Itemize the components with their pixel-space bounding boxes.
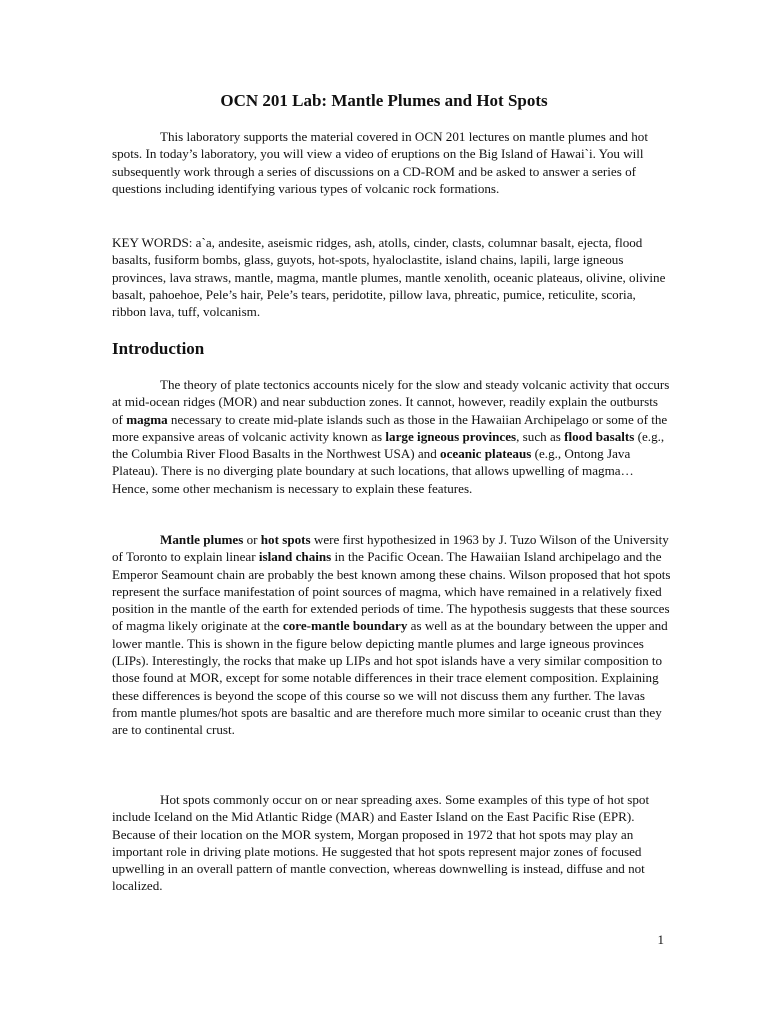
bold-term: island chains <box>258 549 332 565</box>
bold-term: core-mantle boundary <box>282 618 408 634</box>
paragraph-text: were first hypothesized in 1963 by J. Tuzo Wilson of the University of Toronto to explain linear <box>112 532 669 565</box>
bold-term: magma <box>126 411 168 427</box>
bold-term: oceanic plateaus <box>440 446 532 462</box>
bold-term: large igneous provinces <box>385 428 517 444</box>
paragraph-text: necessary to create mid-plate islands such as those in the Hawaiian Archipelago or some of the more expansive areas of volcanic activity known as <box>112 411 668 444</box>
hot-spots-paragraph <box>112 791 672 895</box>
paragraph-text: Hot spots commonly occur on or near spreading axes. Some examples of this type of hot spot include Iceland on the Mid Atlantic Ridge (MAR) and Easter Island on the East Pacific Rise (EPR). Because of their location on the MOR system, Morgan proposed in 1972 that hot spots may play an important role in driving plate motions. He suggested that hot spots represent major zones of focused upwelling in an overall pattern of mantle convection, whereas downwelling is instead, diffuse and not localized. <box>112 792 650 894</box>
paragraph-text: or <box>243 532 261 547</box>
paragraph-text: as well as at the boundary between the upper and lower mantle. This is shown in the figure below depicting mantle plumes and large igneous provinces (LIPs). Interestingly, the rocks that make up LIPs and hot spot islands have a very similar composition to those found at MOR, except for some notable differences in their trace element composition. Explaining these differences is beyond the scope of this course so we will not discuss them any further. The lavas from mantle plumes/hot spots are basaltic and are therefore much more similar to oceanic crust than they are to continental crust. <box>112 618 668 738</box>
mantle-plumes-paragraph <box>112 531 672 739</box>
section-heading-introduction: Introduction <box>112 339 205 358</box>
plate-tectonics-paragraph <box>112 376 672 497</box>
paragraph-text: (e.g., the Columbia River Flood Basalts in the Northwest USA) and <box>112 428 665 462</box>
paragraph-text: in the Pacific Ocean. The Hawaiian Island archipelago and the Emperor Seamount chain are probably the best known among these chains. Wilson proposed that hot spots represent the surface manifestation of point sources of magma, which have remained in a relatively fixed position in the mantle of the earth for extended periods of time. The hypothesis suggests that these sources of magma likely originate at the <box>112 549 671 634</box>
keywords-paragraph: KEY WORDS: a`a, andesite, aseismic ridges, ash, atolls, cinder, clasts, columnar basalt, ejecta, flood basalts, fusiform bombs, glass, guyots, hot-spots, hyaloclastite, island chains, lapili, large igneous provinces, lava straws, mantle, magma, mantle plumes, mantle xenolith, oceanic plateaus, olivine, olivine basalt, pahoehoe, Pele’s hair, Pele’s tears, peridotite, pillow lava, phreatic, pumice, reticulite, scoria, ribbon lava, tuff, volcanism. <box>112 235 666 320</box>
paragraph-text: This laboratory supports the material covered in OCN 201 lectures on mantle plumes and hot spots. In today’s laboratory, you will view a video of eruptions on the Big Island of Hawai`i. You will subsequently work through a series of discussions on a CD-ROM and be asked to answer a series of questions including identifying various types of volcanic rock formations. <box>112 129 648 196</box>
paragraph-text: The theory of plate tectonics accounts nicely for the slow and steady volcanic activity that occurs at mid-ocean ridges (MOR) and near subduction zones. It cannot, however, readily explain the outbursts of <box>112 377 670 427</box>
bold-term: hot spots <box>260 532 311 547</box>
paragraph-text: (e.g., Ontong Java Plateau). There is no diverging plate boundary at such locations, that allows upwelling of magma… Hence, some other mechanism is necessary to explain these features. <box>112 446 634 496</box>
page-number: 1 <box>657 932 664 947</box>
paragraph-text: , such as <box>516 428 565 444</box>
bold-term: flood basalts <box>564 428 635 444</box>
intro-paragraph <box>112 128 672 197</box>
document-title: OCN 201 Lab: Mantle Plumes and Hot Spots <box>220 91 548 110</box>
bold-term: Mantle plumes <box>160 532 244 547</box>
